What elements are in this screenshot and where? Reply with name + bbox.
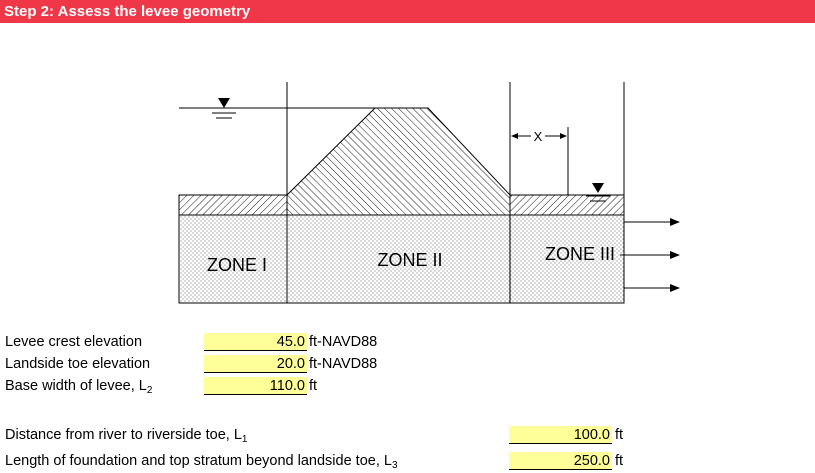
- zone-3-label: ZONE III: [544, 244, 616, 264]
- levee-embankment: [287, 108, 510, 215]
- top-stratum-landside: [510, 195, 624, 215]
- foundation-length-label: Length of foundation and top stratum beyond landside toe, $L_3$: [5, 453, 398, 471]
- landside-water-level-icon: [592, 183, 604, 193]
- base-width-unit: ft: [309, 378, 318, 394]
- levee-crest-elevation-unit: ft-NAVD88: [309, 334, 378, 350]
- base-width-input[interactable]: 110.0: [204, 377, 307, 395]
- landside-toe-elevation-input[interactable]: 20.0: [204, 355, 307, 373]
- distance-river-to-toe-unit: ft: [615, 427, 624, 443]
- landside-toe-elevation-unit: ft-NAVD88: [309, 356, 378, 372]
- levee-diagram: [0, 70, 815, 310]
- landside-toe-elevation-label: Landside toe elevation: [5, 356, 151, 372]
- x-arrow-left-icon: [511, 133, 518, 139]
- base-width-label: Base width of levee, $L_2$: [5, 378, 153, 396]
- foundation-length-input[interactable]: 250.0: [509, 452, 612, 470]
- levee-crest-elevation-label: Levee crest elevation: [5, 334, 143, 350]
- x-dimension-label: X: [533, 129, 543, 144]
- levee-crest-elevation-input[interactable]: 45.0: [204, 333, 307, 351]
- river-water-level-icon: [218, 98, 230, 108]
- zone-1-label: ZONE I: [206, 255, 268, 275]
- x-arrow-right-icon: [560, 133, 567, 139]
- step-header: Step 2: Assess the levee geometry: [0, 0, 815, 23]
- zone-2-label: ZONE II: [377, 250, 443, 270]
- foundation-length-unit: ft: [615, 453, 624, 469]
- distance-river-to-toe-label: Distance from river to riverside toe, $L_1$: [5, 427, 248, 445]
- distance-river-to-toe-input[interactable]: 100.0: [509, 426, 612, 444]
- top-stratum-riverside: [179, 195, 287, 215]
